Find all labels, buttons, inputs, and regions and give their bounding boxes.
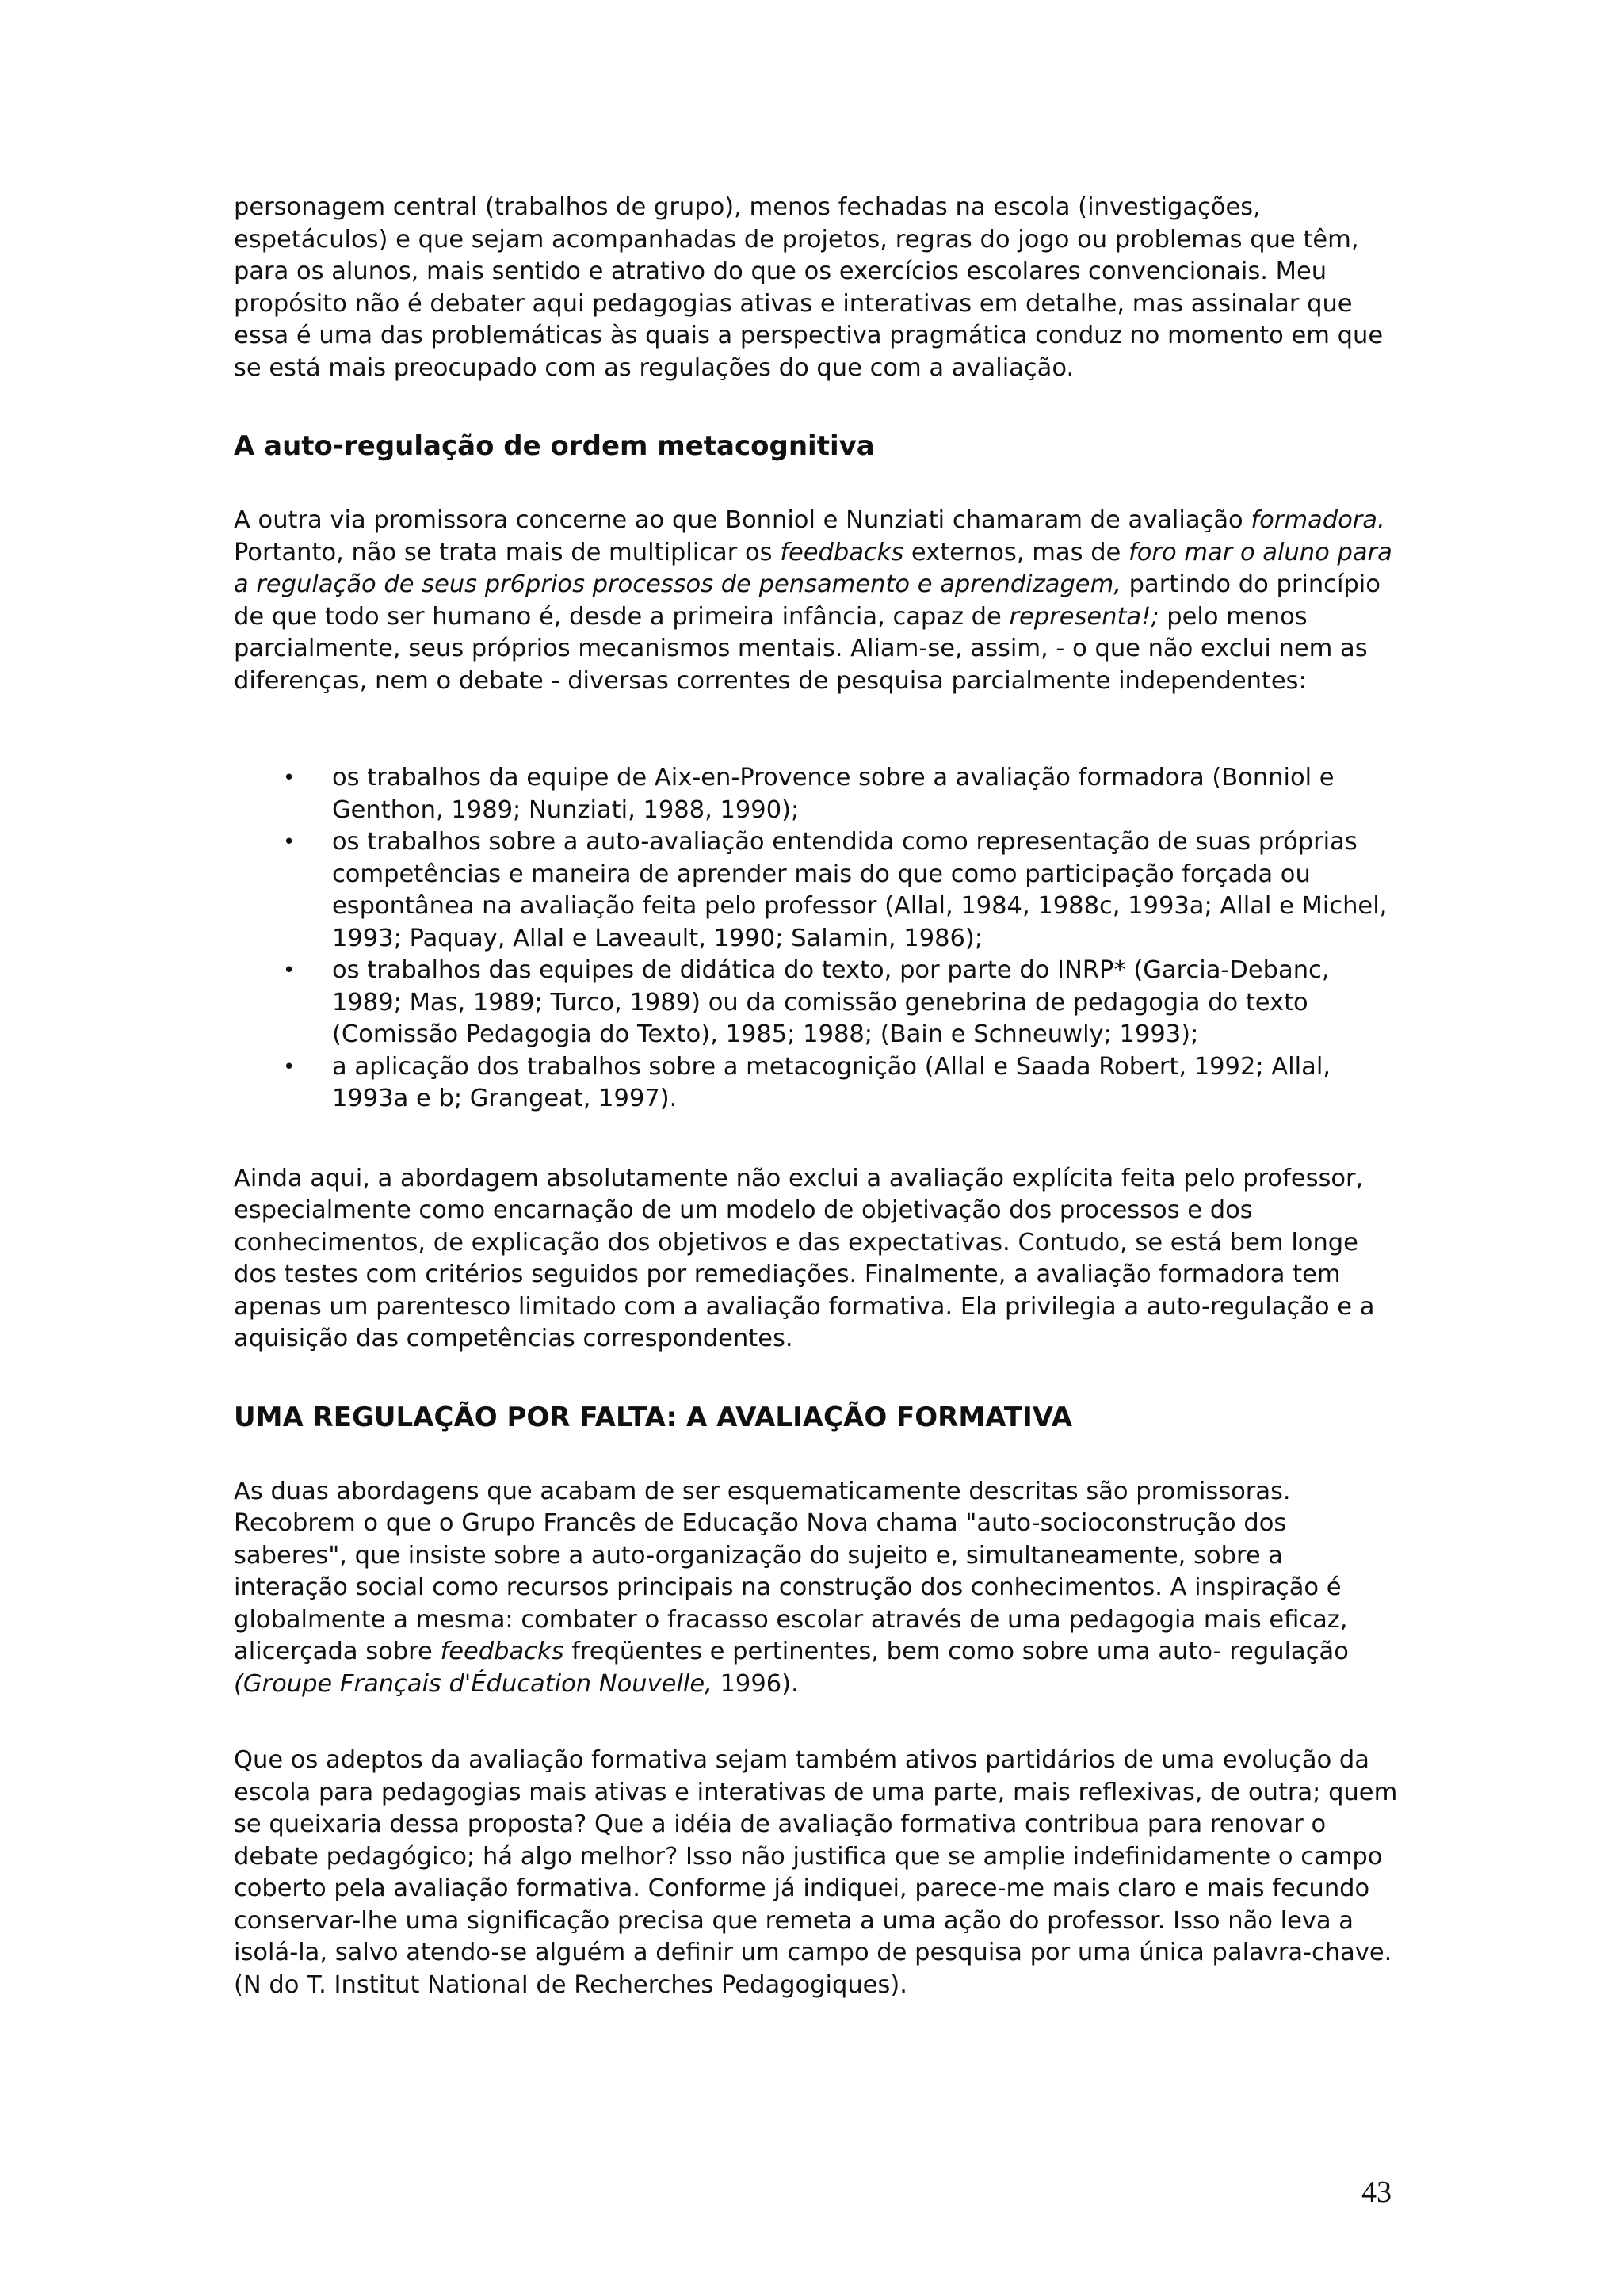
section-heading-formative: UMA REGULAÇÃO POR FALTA: A AVALIAÇÃO FORMATIVA bbox=[234, 1401, 1073, 1433]
page-content bbox=[234, 192, 1399, 2001]
list-item-text: os trabalhos da equipe de Aix-en-Provence sobre a avaliação formadora (Bonniol e Genthon, 1989; Nunziati, 1988, 1990); bbox=[332, 764, 1335, 824]
text-run: As duas abordagens que acabam de ser esquematicamente descritas são promissoras. Recobrem o que o Grupo Francês de Educação Nova chama "auto-socioconstrução dos saberes", que insiste sobre a auto-organização do sujeito e, simultaneamente, sobre a interação social como recursos principais na construção dos conhecimentos. A inspiração é globalmente a mesma: combater o fracasso escolar através de uma pedagogia mais eficaz, alicerçada sobre bbox=[234, 1477, 1348, 1665]
italic-run: foro mar o aluno para a regulação de seus pr6prios processos de pensamento e aprendizagem, bbox=[234, 538, 1392, 598]
list-item-text: os trabalhos sobre a auto-avaliação entendida como representação de suas próprias competências e maneira de aprender mais do que como participação forçada ou espontânea na avaliação feita pelo professor (Allal, 1984, 1988c, 1993a; Allal e Michel, 1993; Paquay, Allal e Laveault, 1990; Salamin, 1986); bbox=[332, 828, 1388, 952]
bullet-icon: • bbox=[283, 1055, 296, 1079]
list-item bbox=[234, 762, 1399, 826]
italic-run: (Groupe Français d'Éducation Nouvelle, bbox=[234, 1669, 712, 1698]
text-run: freqüentes e pertinentes, bem como sobre uma auto- regulação bbox=[563, 1638, 1349, 1665]
paragraph-continuation: personagem central (trabalhos de grupo), menos fechadas na escola (investigações, espetáculos) e que sejam acompanhadas de projetos, regras do jogo ou problemas que têm, para os alunos, mais sentido e atrativo do que os exercícios escolares convencionais. Meu propósito não é debater aqui pedagogias ativas e interativas em detalhe, mas assinalar que essa é uma das problemáticas às quais a perspectiva pragmática conduz no momento em que se está mais preocupado com as regulações do que com a avaliação. bbox=[234, 193, 1384, 382]
text-run: A outra via promissora concerne ao que Bonniol e Nunziati chamaram de avaliação bbox=[234, 506, 1251, 534]
text-run: Portanto, não se trata mais de multiplicar os bbox=[234, 538, 781, 566]
italic-run: formadora. bbox=[1251, 506, 1385, 534]
list-item-text: a aplicação dos trabalhos sobre a metacognição (Allal e Saada Robert, 1992; Allal, 1993a e b; Grangeat, 1997). bbox=[332, 1052, 1331, 1112]
list-item bbox=[234, 826, 1399, 955]
list-item bbox=[234, 955, 1399, 1051]
research-currents-list bbox=[234, 762, 1399, 1116]
italic-run: feedbacks bbox=[780, 538, 904, 566]
italic-run: feedbacks bbox=[440, 1638, 564, 1665]
list-item-text: os trabalhos das equipes de didática do texto, por parte do INRP* (Garcia-Debanc, 1989; Mas, 1989; Turco, 1989) ou da comissão genebrina de pedagogia do texto (Comissão Pedagogia do Texto), 1985; 1988; (Bain e Schneuwly; 1993); bbox=[332, 956, 1330, 1048]
page-number: 43 bbox=[1361, 2176, 1392, 2209]
paragraph-formadora bbox=[234, 505, 1399, 697]
text-run: pelo menos parcialmente, seus próprios mecanismos mentais. Aliam-se, assim, - o que não exclui nem as diferenças, nem o debate - diversas correntes de pesquisa parcialmente independentes: bbox=[234, 602, 1368, 695]
section-heading-metacognitive: A auto-regulação de ordem metacognitiva bbox=[234, 430, 875, 462]
bullet-icon: • bbox=[283, 830, 296, 854]
text-run: 1996). bbox=[712, 1669, 799, 1698]
bullet-icon: • bbox=[283, 959, 296, 982]
text-run: partindo do princípio de que todo ser humano é, desde a primeira infância, capaz de bbox=[234, 570, 1381, 631]
bullet-icon: • bbox=[283, 766, 296, 790]
list-item bbox=[234, 1051, 1399, 1116]
text-run: externos, mas de bbox=[903, 538, 1129, 566]
italic-run: representa!; bbox=[1009, 602, 1159, 631]
paragraph-adeptos: Que os adeptos da avaliação formativa sejam também ativos partidários de uma evolução da escola para pedagogias mais ativas e interativas de uma parte, mais reflexivas, de outra; quem se queixaria dessa proposta? Que a idéia de avaliação formativa contribua para renovar o debate pedagógico; há algo melhor? Isso não justifica que se amplie indefinidamente o campo coberto pela avaliação formativa. Conforme já indiquei, parece-me mais claro e mais fecundo conservar-lhe uma significação precisa que remeta a uma ação do professor. Isso não leva a isolá-la, salvo atendo-se alguém a definir um campo de pesquisa por uma única palavra-chave. (N do T. Institut NationaI de Recherches Pedagogiques). bbox=[234, 1746, 1398, 1999]
paragraph-duas-abordagens bbox=[234, 1476, 1399, 1701]
paragraph-ainda-aqui: Ainda aqui, a abordagem absolutamente não exclui a avaliação explícita feita pelo professor, especialmente como encarnação de um modelo de objetivação dos processos e dos conhecimentos, de explicação dos objetivos e das expectativas. Contudo, se está bem longe dos testes com critérios seguidos por remediações. Finalmente, a avaliação formadora tem apenas um parentesco limitado com a avaliação formativa. Ela privilegia a auto-regulação e a aquisição das competências correspondentes. bbox=[234, 1164, 1375, 1352]
